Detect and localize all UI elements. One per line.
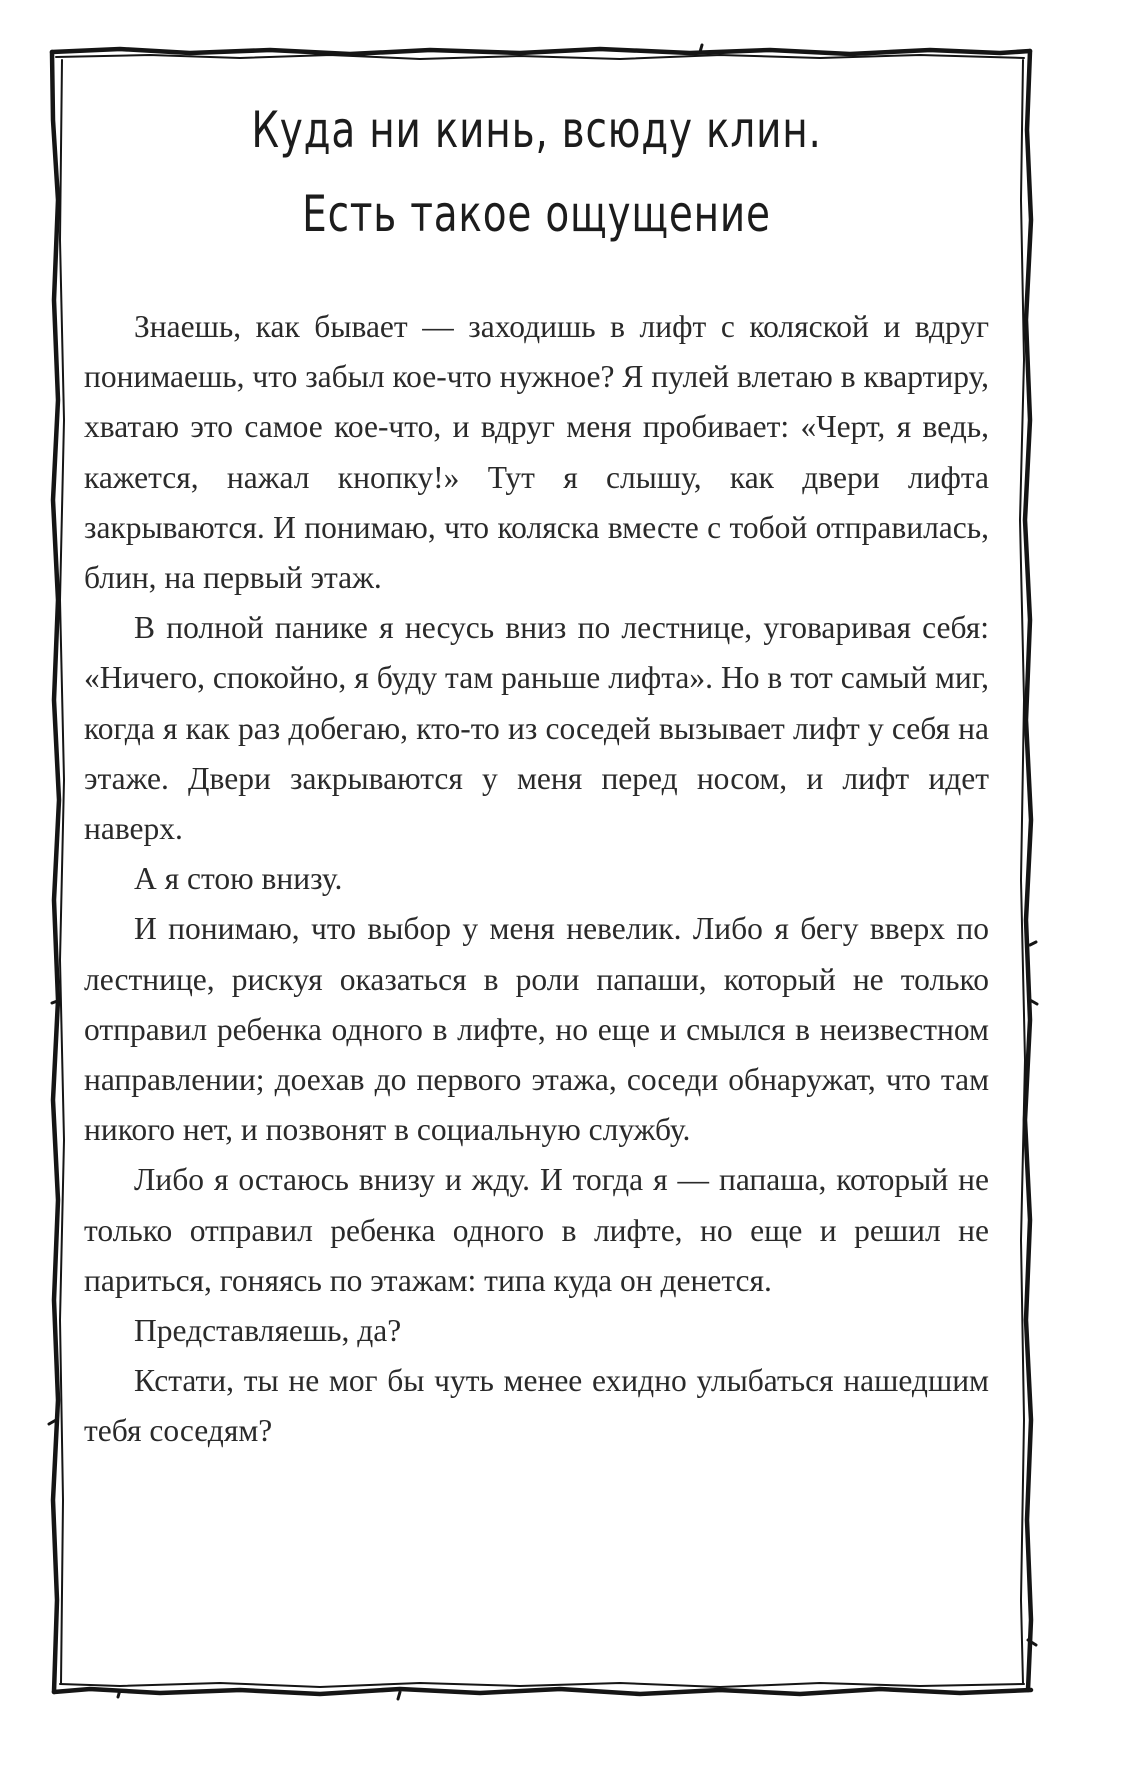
paragraph: Кстати, ты не мог бы чуть менее ехидно улыбаться нашедшим тебя соседям? bbox=[84, 1363, 989, 1449]
paragraph: Либо я остаюсь внизу и жду. И тогда я — папаша, который не только отправил ребенка одного в лифте, но еще и решил не париться, гоняясь по этажам: типа куда он денется. bbox=[84, 1162, 989, 1298]
paragraph: И понимаю, что выбор у меня невелик. Либо я бегу вверх по лестнице, рискуя оказаться в роли папаши, который не только отправил ребенка одного в лифте, но еще и смылся в неизвестном направлении; доехав до первого этажа, соседи обнаружат, что там никого нет, и позвонят в социальную службу. bbox=[84, 911, 989, 1148]
chapter-text bbox=[84, 302, 989, 1457]
paragraph: В полной панике я несусь вниз по лестнице, уговаривая себя: «Ничего, спокойно, я буду там раньше лифта». Но в тот самый миг, когда я как раз добегаю, кто-то из соседей вызывает лифт у себя на этаже. Двери закрываются у меня перед носом, и лифт идет наверх. bbox=[84, 610, 989, 847]
chapter-title-line-1: Куда ни кинь, всюду клин. bbox=[251, 101, 822, 159]
chapter-title bbox=[184, 88, 890, 256]
chapter-title-line-2: Есть такое ощущение bbox=[302, 185, 771, 243]
page-content bbox=[84, 88, 989, 1457]
paragraph: Представляешь, да? bbox=[134, 1313, 402, 1349]
paragraph: Знаешь, как бывает — заходишь в лифт с коляской и вдруг понимаешь, что забыл кое-что нужное? Я пулей влетаю в квартиру, хватаю это самое кое-что, и вдруг меня пробивает: «Черт, я ведь, кажется, нажал кнопку!» Тут я слышу, как двери лифта закрываются. И понимаю, что коляска вместе с тобой отправилась, блин, на первый этаж. bbox=[84, 309, 989, 596]
paragraph: А я стою внизу. bbox=[134, 861, 343, 897]
